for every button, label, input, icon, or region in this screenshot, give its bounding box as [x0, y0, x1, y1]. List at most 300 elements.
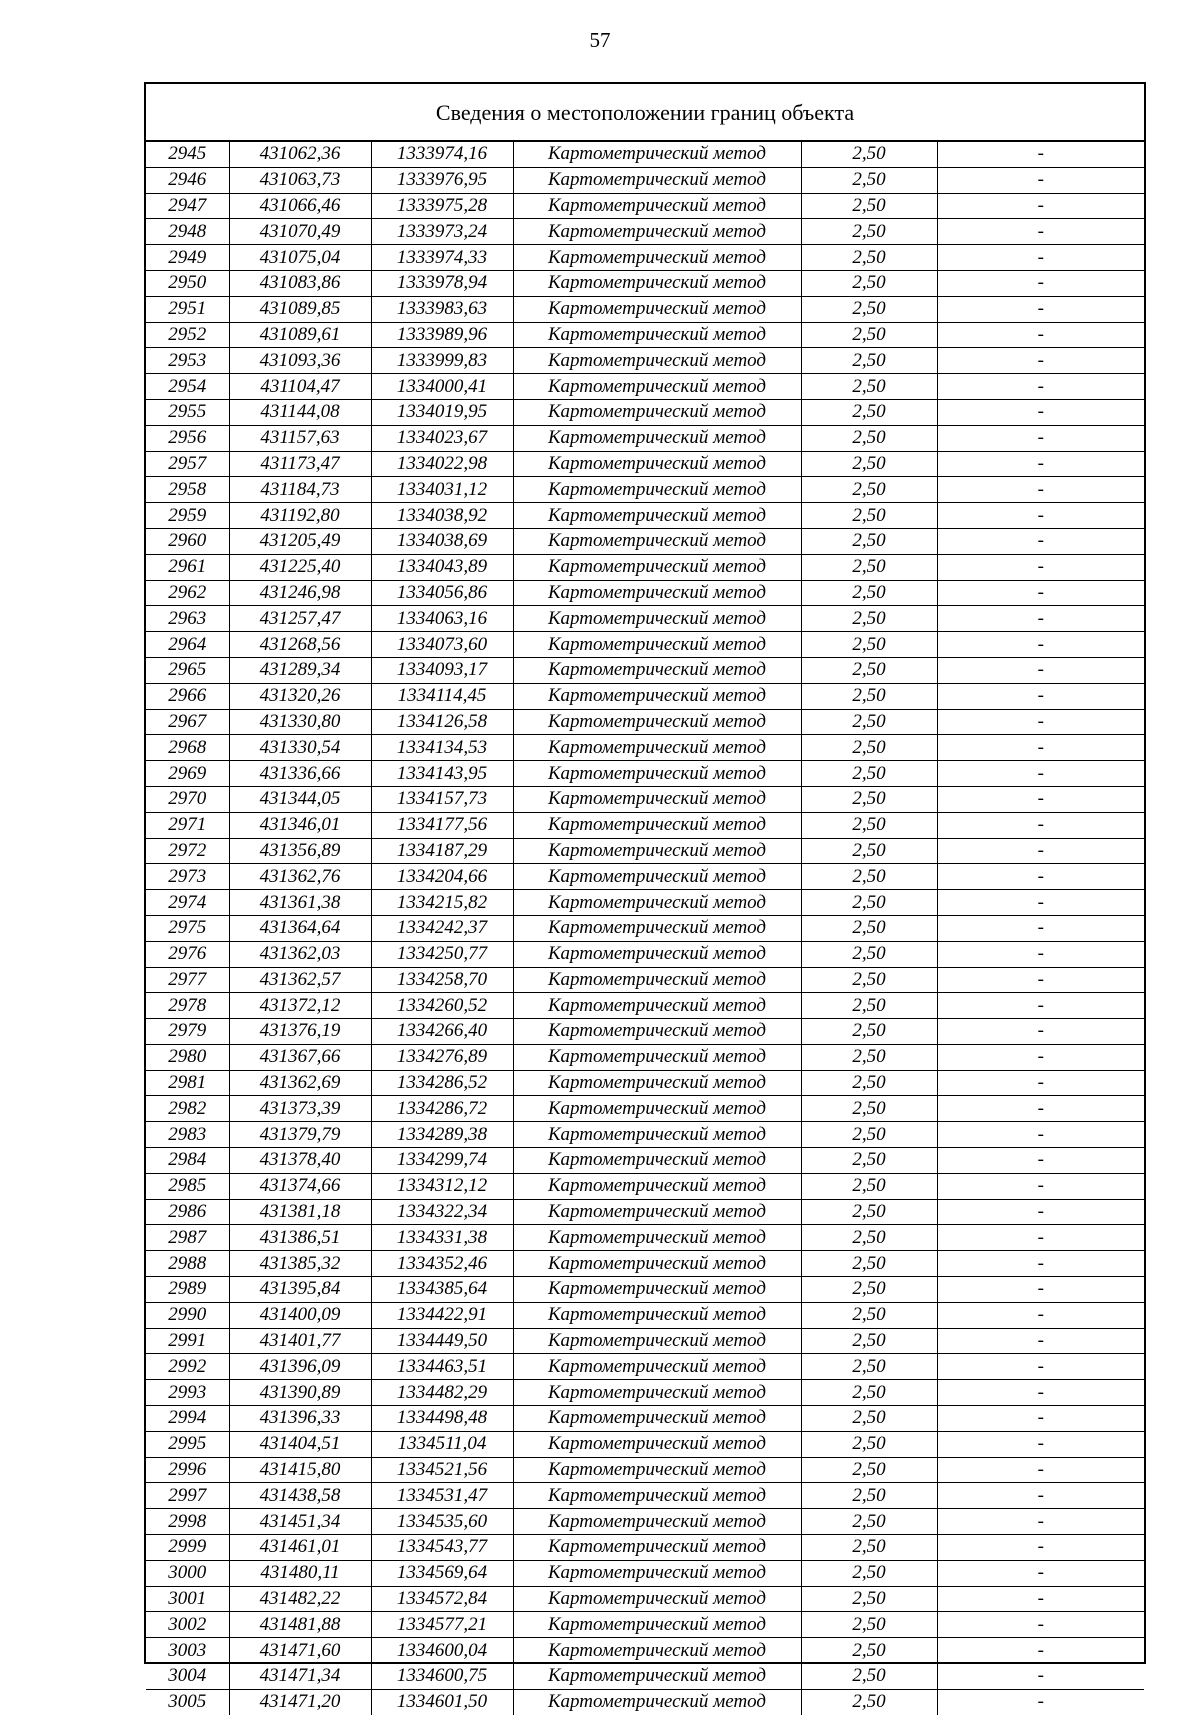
y-coordinate-cell: 1334019,95	[371, 399, 513, 425]
point-number-cell: 2983	[146, 1122, 229, 1148]
y-coordinate-cell: 1334385,64	[371, 1277, 513, 1303]
x-coordinate-cell: 431075,04	[229, 245, 371, 271]
x-coordinate-cell: 431066,46	[229, 193, 371, 219]
method-cell: Картометрический метод	[513, 683, 801, 709]
description-cell: -	[937, 683, 1144, 709]
method-cell: Картометрический метод	[513, 167, 801, 193]
y-coordinate-cell: 1334038,92	[371, 503, 513, 529]
description-cell: -	[937, 451, 1144, 477]
y-coordinate-cell: 1333976,95	[371, 167, 513, 193]
x-coordinate-cell: 431320,26	[229, 683, 371, 709]
point-number-cell: 2979	[146, 1019, 229, 1045]
y-coordinate-cell: 1334600,04	[371, 1638, 513, 1664]
method-cell: Картометрический метод	[513, 1612, 801, 1638]
y-coordinate-cell: 1334043,89	[371, 554, 513, 580]
point-number-cell: 2955	[146, 399, 229, 425]
x-coordinate-cell: 431173,47	[229, 451, 371, 477]
accuracy-cell: 2,50	[801, 425, 937, 451]
description-cell: -	[937, 1431, 1144, 1457]
table-row	[146, 993, 1144, 1019]
method-cell: Картометрический метод	[513, 1251, 801, 1277]
x-coordinate-cell: 431083,86	[229, 270, 371, 296]
accuracy-cell: 2,50	[801, 864, 937, 890]
table-row	[146, 399, 1144, 425]
x-coordinate-cell: 431089,61	[229, 322, 371, 348]
table-row	[146, 503, 1144, 529]
description-cell: -	[937, 1070, 1144, 1096]
x-coordinate-cell: 431438,58	[229, 1483, 371, 1509]
y-coordinate-cell: 1334289,38	[371, 1122, 513, 1148]
x-coordinate-cell: 431401,77	[229, 1328, 371, 1354]
point-number-cell: 2963	[146, 606, 229, 632]
method-cell: Картометрический метод	[513, 941, 801, 967]
accuracy-cell: 2,50	[801, 1148, 937, 1174]
x-coordinate-cell: 431471,20	[229, 1689, 371, 1714]
method-cell: Картометрический метод	[513, 606, 801, 632]
method-cell: Картометрический метод	[513, 142, 801, 167]
x-coordinate-cell: 431330,54	[229, 735, 371, 761]
accuracy-cell: 2,50	[801, 1535, 937, 1561]
y-coordinate-cell: 1334572,84	[371, 1586, 513, 1612]
accuracy-cell: 2,50	[801, 735, 937, 761]
point-number-cell: 2957	[146, 451, 229, 477]
table-row	[146, 1277, 1144, 1303]
method-cell: Картометрический метод	[513, 812, 801, 838]
description-cell: -	[937, 657, 1144, 683]
y-coordinate-cell: 1334511,04	[371, 1431, 513, 1457]
table-row	[146, 296, 1144, 322]
point-number-cell: 2984	[146, 1148, 229, 1174]
point-number-cell: 2975	[146, 915, 229, 941]
method-cell: Картометрический метод	[513, 1122, 801, 1148]
table-row	[146, 735, 1144, 761]
table-row	[146, 477, 1144, 503]
accuracy-cell: 2,50	[801, 941, 937, 967]
method-cell: Картометрический метод	[513, 245, 801, 271]
point-number-cell: 2994	[146, 1406, 229, 1432]
point-number-cell: 2953	[146, 348, 229, 374]
x-coordinate-cell: 431246,98	[229, 580, 371, 606]
point-number-cell: 2969	[146, 761, 229, 787]
point-number-cell: 3001	[146, 1586, 229, 1612]
x-coordinate-cell: 431379,79	[229, 1122, 371, 1148]
y-coordinate-cell: 1333983,63	[371, 296, 513, 322]
description-cell: -	[937, 915, 1144, 941]
table-row	[146, 838, 1144, 864]
accuracy-cell: 2,50	[801, 348, 937, 374]
x-coordinate-cell: 431336,66	[229, 761, 371, 787]
x-coordinate-cell: 431192,80	[229, 503, 371, 529]
x-coordinate-cell: 431268,56	[229, 632, 371, 658]
y-coordinate-cell: 1334577,21	[371, 1612, 513, 1638]
point-number-cell: 3000	[146, 1560, 229, 1586]
point-number-cell: 2997	[146, 1483, 229, 1509]
point-number-cell: 2998	[146, 1509, 229, 1535]
point-number-cell: 2967	[146, 709, 229, 735]
x-coordinate-cell: 431344,05	[229, 786, 371, 812]
accuracy-cell: 2,50	[801, 245, 937, 271]
method-cell: Картометрический метод	[513, 1277, 801, 1303]
method-cell: Картометрический метод	[513, 1457, 801, 1483]
x-coordinate-cell: 431396,09	[229, 1354, 371, 1380]
description-cell: -	[937, 1328, 1144, 1354]
description-cell: -	[937, 1044, 1144, 1070]
x-coordinate-cell: 431330,80	[229, 709, 371, 735]
description-cell: -	[937, 1173, 1144, 1199]
x-coordinate-cell: 431461,01	[229, 1535, 371, 1561]
y-coordinate-cell: 1334569,64	[371, 1560, 513, 1586]
description-cell: -	[937, 1509, 1144, 1535]
x-coordinate-cell: 431378,40	[229, 1148, 371, 1174]
table-row	[146, 1431, 1144, 1457]
accuracy-cell: 2,50	[801, 1431, 937, 1457]
point-number-cell: 2966	[146, 683, 229, 709]
y-coordinate-cell: 1333974,16	[371, 142, 513, 167]
method-cell: Картометрический метод	[513, 193, 801, 219]
description-cell: -	[937, 425, 1144, 451]
x-coordinate-cell: 431144,08	[229, 399, 371, 425]
accuracy-cell: 2,50	[801, 1560, 937, 1586]
x-coordinate-cell: 431289,34	[229, 657, 371, 683]
method-cell: Картометрический метод	[513, 838, 801, 864]
description-cell: -	[937, 1199, 1144, 1225]
method-cell: Картометрический метод	[513, 322, 801, 348]
point-number-cell: 2981	[146, 1070, 229, 1096]
description-cell: -	[937, 477, 1144, 503]
description-cell: -	[1037, 1691, 1044, 1713]
table-row	[146, 1302, 1144, 1328]
x-coordinate-cell: 431367,66	[229, 1044, 371, 1070]
method-cell: Картометрический метод	[513, 399, 801, 425]
x-coordinate-cell: 431372,12	[229, 993, 371, 1019]
accuracy-cell: 2,50	[801, 528, 937, 554]
x-coordinate-cell: 431386,51	[229, 1225, 371, 1251]
description-cell: -	[937, 219, 1144, 245]
description-cell: -	[937, 812, 1144, 838]
method-cell: Картометрический метод	[513, 864, 801, 890]
x-coordinate-cell: 431471,34	[229, 1664, 371, 1690]
description-cell: -	[937, 1302, 1144, 1328]
table-row	[146, 245, 1144, 271]
method-cell: Картометрический метод	[513, 1535, 801, 1561]
y-coordinate-cell: 1334299,74	[371, 1148, 513, 1174]
accuracy-cell: 2,50	[801, 1173, 937, 1199]
y-coordinate-cell: 1334286,72	[371, 1096, 513, 1122]
point-number-cell: 3005	[146, 1689, 229, 1714]
description-cell: -	[937, 348, 1144, 374]
method-cell: Картометрический метод	[513, 1096, 801, 1122]
method-cell: Картометрический метод	[513, 1148, 801, 1174]
method-cell: Картометрический метод	[513, 915, 801, 941]
method-cell: Картометрический метод	[513, 1689, 801, 1714]
method-cell: Картометрический метод	[513, 993, 801, 1019]
x-coordinate-cell: 431225,40	[229, 554, 371, 580]
x-coordinate-cell: 431346,01	[229, 812, 371, 838]
x-coordinate-cell: 431415,80	[229, 1457, 371, 1483]
y-coordinate-cell: 1334056,86	[371, 580, 513, 606]
table-row	[146, 1225, 1144, 1251]
y-coordinate-cell: 1334463,51	[371, 1354, 513, 1380]
point-number-cell: 2999	[146, 1535, 229, 1561]
x-coordinate-cell: 431356,89	[229, 838, 371, 864]
description-cell: -	[937, 993, 1144, 1019]
point-number-cell: 2990	[146, 1302, 229, 1328]
x-coordinate-cell: 431089,85	[229, 296, 371, 322]
accuracy-cell: 2,50	[801, 142, 937, 167]
accuracy-cell: 2,50	[801, 1096, 937, 1122]
table-row	[146, 1689, 1144, 1714]
method-cell: Картометрический метод	[513, 1070, 801, 1096]
method-cell: Картометрический метод	[513, 425, 801, 451]
accuracy-cell: 2,50	[801, 657, 937, 683]
point-number-cell: 2986	[146, 1199, 229, 1225]
table-row	[146, 1328, 1144, 1354]
point-number-cell: 2946	[146, 167, 229, 193]
accuracy-cell: 2,50	[801, 1612, 937, 1638]
accuracy-cell: 2,50	[801, 1070, 937, 1096]
accuracy-cell: 2,50	[801, 451, 937, 477]
y-coordinate-cell: 1333975,28	[371, 193, 513, 219]
description-cell: -	[937, 786, 1144, 812]
description-cell: -	[937, 1225, 1144, 1251]
accuracy-cell: 2,50	[801, 296, 937, 322]
method-cell: Картометрический метод	[513, 786, 801, 812]
point-number-cell: 2977	[146, 967, 229, 993]
method-cell: Картометрический метод	[513, 1225, 801, 1251]
y-coordinate-cell: 1334422,91	[371, 1302, 513, 1328]
description-cell: -	[937, 1354, 1144, 1380]
y-coordinate-cell: 1334322,34	[371, 1199, 513, 1225]
description-cell: -	[937, 1251, 1144, 1277]
y-coordinate-cell: 1334114,45	[371, 683, 513, 709]
table-row	[146, 709, 1144, 735]
table-row	[146, 1251, 1144, 1277]
accuracy-cell: 2,50	[801, 322, 937, 348]
method-cell: Картометрический метод	[513, 296, 801, 322]
x-coordinate-cell: 431063,73	[229, 167, 371, 193]
accuracy-cell: 2,50	[801, 1586, 937, 1612]
table-row	[146, 270, 1144, 296]
description-cell: -	[937, 890, 1144, 916]
accuracy-cell: 2,50	[801, 1019, 937, 1045]
table-row	[146, 606, 1144, 632]
x-coordinate-cell: 431376,19	[229, 1019, 371, 1045]
description-cell: -	[937, 399, 1144, 425]
table-row	[146, 786, 1144, 812]
description-cell: -	[937, 1096, 1144, 1122]
point-number-cell: 2954	[146, 374, 229, 400]
point-number-cell: 2956	[146, 425, 229, 451]
accuracy-cell: 2,50	[801, 606, 937, 632]
accuracy-cell: 2,50	[801, 374, 937, 400]
description-cell: -	[937, 1277, 1144, 1303]
description-cell: -	[937, 864, 1144, 890]
x-coordinate-cell: 431381,18	[229, 1199, 371, 1225]
table-row	[146, 451, 1144, 477]
y-coordinate-cell: 1334331,38	[371, 1225, 513, 1251]
method-cell: Картометрический метод	[513, 1586, 801, 1612]
y-coordinate-cell: 1334000,41	[371, 374, 513, 400]
method-cell: Картометрический метод	[513, 1173, 801, 1199]
table-row	[146, 1612, 1144, 1638]
x-coordinate-cell: 431404,51	[229, 1431, 371, 1457]
table-row	[146, 1664, 1144, 1690]
point-number-cell: 2991	[146, 1328, 229, 1354]
table-row	[146, 915, 1144, 941]
table-row	[146, 528, 1144, 554]
point-number-cell: 2976	[146, 941, 229, 967]
description-cell: -	[937, 296, 1144, 322]
description-cell: -	[937, 322, 1144, 348]
coordinates-table-body	[146, 142, 1144, 1715]
accuracy-cell: 2,50	[801, 1638, 937, 1664]
description-cell: -	[937, 1483, 1144, 1509]
method-cell: Картометрический метод	[513, 270, 801, 296]
table-row	[146, 348, 1144, 374]
accuracy-cell: 2,50	[801, 683, 937, 709]
x-coordinate-cell: 431070,49	[229, 219, 371, 245]
table-row	[146, 1044, 1144, 1070]
y-coordinate-cell: 1334177,56	[371, 812, 513, 838]
y-coordinate-cell: 1334157,73	[371, 786, 513, 812]
table-row	[146, 1354, 1144, 1380]
y-coordinate-cell: 1333974,33	[371, 245, 513, 271]
accuracy-cell: 2,50	[801, 632, 937, 658]
y-coordinate-cell: 1334187,29	[371, 838, 513, 864]
table-row	[146, 193, 1144, 219]
accuracy-cell: 2,50	[801, 1406, 937, 1432]
y-coordinate-cell: 1334352,46	[371, 1251, 513, 1277]
y-coordinate-cell: 1334312,12	[371, 1173, 513, 1199]
method-cell: Картометрический метод	[513, 1431, 801, 1457]
point-number-cell: 2965	[146, 657, 229, 683]
point-number-cell: 2980	[146, 1044, 229, 1070]
accuracy-cell: 2,50	[801, 1277, 937, 1303]
x-coordinate-cell: 431373,39	[229, 1096, 371, 1122]
method-cell: Картометрический метод	[513, 1509, 801, 1535]
y-coordinate-cell: 1333989,96	[371, 322, 513, 348]
point-number-cell: 2973	[146, 864, 229, 890]
x-coordinate-cell: 431364,64	[229, 915, 371, 941]
accuracy-cell: 2,50	[801, 761, 937, 787]
point-number-cell: 3003	[146, 1638, 229, 1664]
description-cell: -	[937, 374, 1144, 400]
table-row	[146, 1199, 1144, 1225]
method-cell: Картометрический метод	[513, 580, 801, 606]
x-coordinate-cell: 431157,63	[229, 425, 371, 451]
x-coordinate-cell: 431471,60	[229, 1638, 371, 1664]
method-cell: Картометрический метод	[513, 1044, 801, 1070]
y-coordinate-cell: 1334143,95	[371, 761, 513, 787]
method-cell: Картометрический метод	[513, 735, 801, 761]
y-coordinate-cell: 1334126,58	[371, 709, 513, 735]
point-number-cell: 2996	[146, 1457, 229, 1483]
table-row	[146, 322, 1144, 348]
accuracy-cell: 2,50	[801, 1354, 937, 1380]
point-number-cell: 3002	[146, 1612, 229, 1638]
accuracy-cell: 2,50	[801, 812, 937, 838]
table-row	[146, 1560, 1144, 1586]
point-number-cell: 2950	[146, 270, 229, 296]
x-coordinate-cell: 431362,76	[229, 864, 371, 890]
method-cell: Картометрический метод	[513, 1560, 801, 1586]
x-coordinate-cell: 431362,03	[229, 941, 371, 967]
point-number-cell: 2992	[146, 1354, 229, 1380]
accuracy-cell: 2,50	[801, 967, 937, 993]
point-number-cell: 2962	[146, 580, 229, 606]
y-coordinate-cell: 1334260,52	[371, 993, 513, 1019]
table-row	[146, 1638, 1144, 1664]
description-cell: -	[937, 709, 1144, 735]
description-cell: -	[937, 193, 1144, 219]
accuracy-cell: 2,50	[801, 709, 937, 735]
point-number-cell: 3004	[146, 1664, 229, 1690]
accuracy-cell: 2,50	[801, 1044, 937, 1070]
point-number-cell: 2972	[146, 838, 229, 864]
method-cell: Картометрический метод	[513, 761, 801, 787]
method-cell: Картометрический метод	[513, 503, 801, 529]
table-title: Сведения о местоположении границ объекта	[146, 84, 1144, 142]
x-coordinate-cell: 431257,47	[229, 606, 371, 632]
table-row	[146, 167, 1144, 193]
accuracy-cell: 2,50	[801, 1509, 937, 1535]
table-row	[146, 142, 1144, 167]
point-number-cell: 2959	[146, 503, 229, 529]
point-number-cell: 2947	[146, 193, 229, 219]
point-number-cell: 2964	[146, 632, 229, 658]
description-cell: -	[937, 503, 1144, 529]
x-coordinate-cell: 431184,73	[229, 477, 371, 503]
accuracy-cell: 2,50	[801, 786, 937, 812]
table-row	[146, 1070, 1144, 1096]
x-coordinate-cell: 431093,36	[229, 348, 371, 374]
y-coordinate-cell: 1334482,29	[371, 1380, 513, 1406]
table-row	[146, 1406, 1144, 1432]
y-coordinate-cell: 1334242,37	[371, 915, 513, 941]
method-cell: Картометрический метод	[513, 1019, 801, 1045]
table-row	[146, 941, 1144, 967]
y-coordinate-cell: 1334031,12	[371, 477, 513, 503]
table-row	[146, 1509, 1144, 1535]
point-number-cell: 2985	[146, 1173, 229, 1199]
x-coordinate-cell: 431390,89	[229, 1380, 371, 1406]
accuracy-cell: 2,50	[801, 1457, 937, 1483]
description-cell: -	[937, 1560, 1144, 1586]
table-row	[146, 1483, 1144, 1509]
y-coordinate-cell: 1334063,16	[371, 606, 513, 632]
table-row	[146, 657, 1144, 683]
accuracy-cell: 2,50	[801, 399, 937, 425]
description-cell: -	[937, 1638, 1144, 1664]
description-cell: -	[937, 1148, 1144, 1174]
point-number-cell: 2949	[146, 245, 229, 271]
table-row	[146, 761, 1144, 787]
table-row	[146, 890, 1144, 916]
y-coordinate-cell: 1334038,69	[371, 528, 513, 554]
method-cell: Картометрический метод	[513, 1664, 801, 1690]
accuracy-cell: 2,50	[801, 554, 937, 580]
point-number-cell: 2988	[146, 1251, 229, 1277]
description-cell: -	[937, 1535, 1144, 1561]
y-coordinate-cell: 1333999,83	[371, 348, 513, 374]
accuracy-cell: 2,50	[801, 1689, 937, 1714]
table-row	[146, 812, 1144, 838]
y-coordinate-cell: 1334204,66	[371, 864, 513, 890]
y-coordinate-cell: 1334258,70	[371, 967, 513, 993]
table-row	[146, 219, 1144, 245]
y-coordinate-cell: 1334023,67	[371, 425, 513, 451]
table-row	[146, 1148, 1144, 1174]
